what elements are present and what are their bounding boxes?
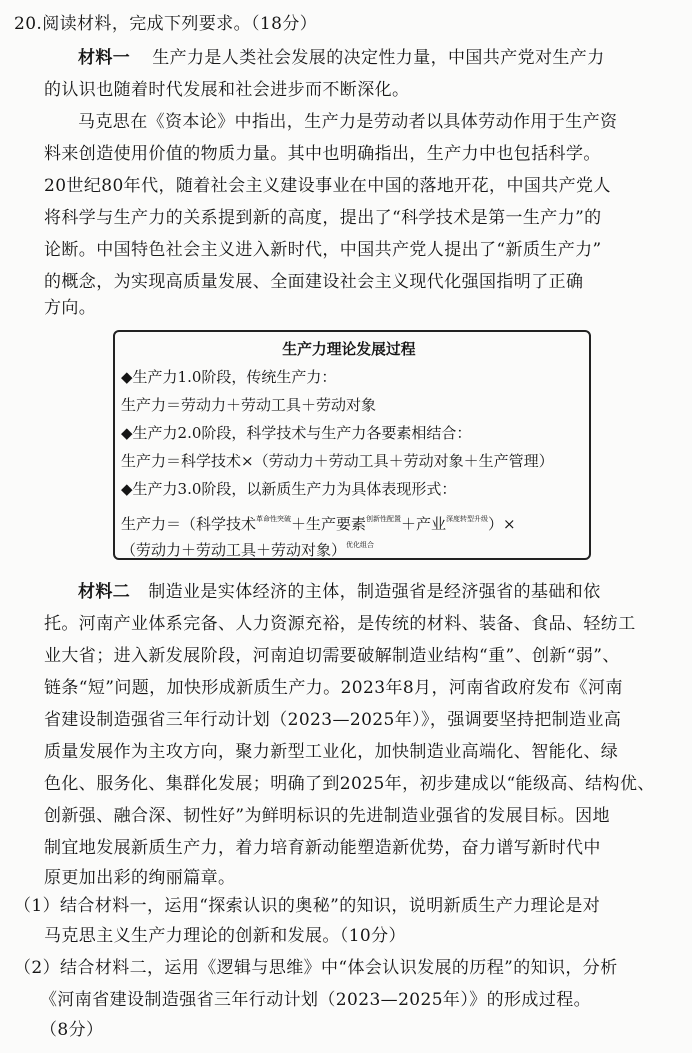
subquestion-2: （2）结合材料二，运用《逻辑与思维》中“体会认识发展的历程”的知识，分析 [14, 958, 618, 978]
material1-paragraph-line: 方向。 [44, 298, 97, 318]
material2-line: 省建设制造强省三年行动计划（2023—2025年）》，强调要坚持把制造业高 [44, 710, 622, 730]
material2-line: 色化、服务化、集群化发展；明确了到2025年，初步建成以“能级高、结构优、 [44, 774, 655, 794]
material2-line: 托。河南产业体系完备、人力资源充裕，是传统的材料、装备、食品、轻纺工 [44, 614, 636, 634]
box-line: ◆生产力3.0阶段，以新质生产力为具体表现形式： [121, 480, 457, 498]
material1-paragraph-line: 将科学与生产力的关系提到新的高度，提出了“科学技术是第一生产力”的 [44, 208, 602, 228]
material2-line: 质量发展作为主攻方向，聚力新型工业化，加快制造业高端化、智能化、绿 [44, 742, 619, 762]
box-line: ◆生产力2.0阶段，科学技术与生产力各要素相结合： [121, 424, 472, 442]
material1-first-line [78, 48, 605, 68]
formula-part: 生产力＝（科学技术 [121, 515, 257, 533]
material1-label: 材料一 [78, 48, 131, 68]
formula-part: ＋产业 [401, 515, 447, 533]
formula-superscript: 革命性突破 [256, 515, 292, 523]
box-formula-line [121, 536, 374, 559]
material1-text: 生产力是人类社会发展的决定性力量，中国共产党对生产力 [152, 48, 605, 68]
material2-first-line [78, 582, 601, 602]
material1-paragraph-line: 的概念，为实现高质量发展、全面建设社会主义现代化强国指明了正确 [44, 272, 584, 292]
material2-line: 制宜地发展新质生产力，着力培育新动能塑造新优势，奋力谱写新时代中 [44, 838, 601, 858]
material1-paragraph-line: 马克思在《资本论》中指出，生产力是劳动者以具体劳动作用于生产资 [78, 112, 618, 132]
formula-part: （劳动力＋劳动工具＋劳动对象） [121, 541, 347, 559]
material2-line: 业大省；进入新发展阶段，河南迫切需要破解制造业结构“重”、创新“弱”、 [44, 646, 620, 666]
material2-label: 材料二 [78, 582, 131, 602]
formula-superscript: 创新性配置 [366, 515, 402, 523]
material1-paragraph-line: 料来创造使用价值的物质力量。其中也明确指出，生产力中也包括科学。 [44, 144, 601, 164]
material1-paragraph-line: 20世纪80年代，随着社会主义建设事业在中国的落地开花，中国共产党人 [44, 176, 611, 196]
formula-part: ）× [488, 515, 516, 533]
question-header: 20.阅读材料，完成下列要求。（18分） [14, 14, 318, 34]
box-line: 生产力＝科学技术×（劳动力＋劳动工具＋劳动对象＋生产管理） [121, 452, 554, 470]
box-formula-line [121, 510, 516, 533]
material2-text: 制造业是实体经济的主体，制造强省是经济强省的基础和依 [148, 582, 601, 602]
formula-superscript: 深度转型升级 [446, 515, 489, 523]
box-line: ◆生产力1.0阶段，传统生产力： [121, 368, 337, 386]
subquestion-1-cont: 马克思主义生产力理论的创新和发展。（10分） [44, 926, 406, 946]
productivity-theory-box [113, 330, 591, 560]
material2-line: 创新强、融合深、韧性好”为鲜明标识的先进制造业强省的发展目标。因地 [44, 806, 610, 826]
material2-line: 链条“短”问题，加快形成新质生产力。2023年8月，河南省政府发布《河南 [44, 678, 623, 698]
formula-superscript: 优化组合 [346, 541, 375, 549]
subquestion-2-cont: 《河南省建设制造强省三年行动计划（2023—2025年）》的形成过程。 [40, 990, 592, 1010]
subquestion-1: （1）结合材料一，运用“探索认识的奥秘”的知识，说明新质生产力理论是对 [14, 896, 601, 916]
material1-paragraph-line: 论断。中国特色社会主义进入新时代，中国共产党人提出了“新质生产力” [44, 240, 602, 260]
box-title: 生产力理论发展过程 [282, 340, 416, 358]
subquestion-2-score: （8分） [40, 1020, 104, 1040]
material1-line: 的认识也随着时代发展和社会进步而不断深化。 [44, 80, 410, 100]
box-line: 生产力＝劳动力＋劳动工具＋劳动对象 [121, 396, 377, 414]
formula-part: ＋生产要素 [291, 515, 367, 533]
material2-line: 原更加出彩的绚丽篇章。 [44, 868, 236, 888]
